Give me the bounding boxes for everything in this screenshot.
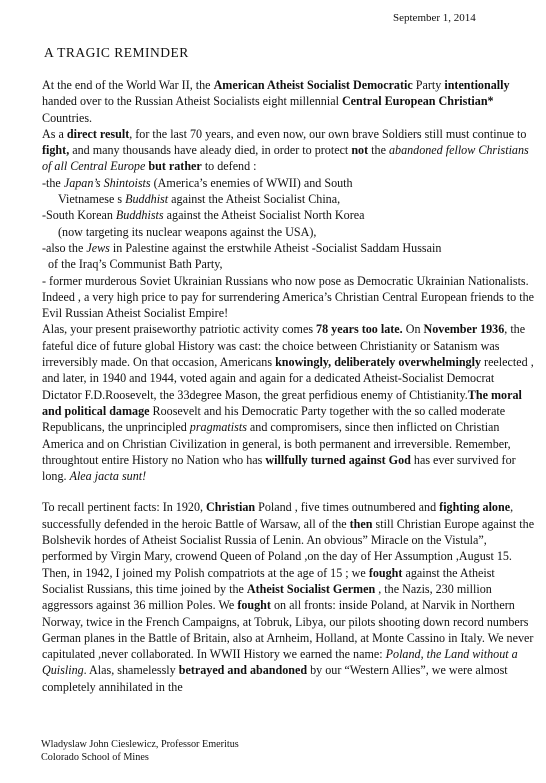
text-run: At the end of the World War II, the [42, 78, 214, 92]
text-run: Party [412, 78, 445, 92]
text-run: , for the last 70 years, and even now, our own brave Soldiers still must continue to [129, 126, 527, 141]
text-run: . Alas, shamelessly [83, 663, 179, 678]
text-run: Atheist Socialist Germen [246, 581, 376, 596]
text-run: to defend : [201, 159, 257, 174]
text-run: Alas, your present praiseworthy patriotic activity comes [42, 322, 317, 337]
paragraph-gap [42, 484, 536, 499]
text-run: reelected , and later, in 1940 and 1944, voted again and again for a dedicated Atheist-Socialist Democrat Dictator F.D.Roosevelt, the 33degree Mason, the great perfidious enemy of Chtistianity. [42, 355, 534, 402]
text-run: (now targeting its nuclear weapons against the USA), [58, 224, 317, 239]
text-run: fought [368, 565, 403, 580]
paragraph-intro [42, 77, 536, 126]
text-run: has ever survived for long. [42, 452, 516, 484]
text-run: betrayed and abandoned [178, 663, 308, 678]
text-run: intentionally [444, 78, 510, 92]
document-body [42, 77, 536, 695]
text-run: pragmatists [189, 420, 247, 435]
text-run: , the Nazis, 230 million aggressors against 36 million Poles. We [42, 581, 492, 613]
text-run: Buddhists [115, 208, 164, 223]
text-run: but rather [148, 159, 202, 174]
text-run: then [349, 516, 373, 531]
text-run: handed over to the Russian Atheist Socialists eight millennial [42, 94, 342, 109]
paragraph-direct-result [42, 126, 536, 175]
text-run: against the Atheist Socialist Russians, this time joined by the [42, 565, 495, 596]
list-item [42, 273, 536, 289]
text-run: by our “Western Allies”, we were almost completely annihilated in the [42, 663, 508, 694]
text-run: knowingly, deliberately overwhelmingly [275, 355, 482, 370]
text-run: Japan’s Shintoists [63, 175, 151, 190]
text-run: American Atheist Socialist Democratic [213, 78, 413, 92]
text-run: fighting alone [439, 500, 511, 515]
document-date: September 1, 2014 [393, 12, 476, 24]
text-run: in Palestine against the erstwhile Atheist -Socialist Saddam Hussain [109, 240, 442, 255]
signature-name: Wladyslaw John Cieslewicz, Professor Emeritus [41, 739, 239, 750]
list-item-continued [42, 191, 536, 207]
text-run: still Christian Europe against the Bolshevik hordes of Atheist Socialist Russia of Lenin. An obvious” Miracle on the Vistula”, performed by Virgin Mary, crowend Queen of Poland ,on the day of Her Assumption ,August 15. Then, in 1942, I joined my Polish compatriots at the age of 15 ; we [42, 516, 535, 580]
paragraph-high-price [42, 289, 536, 322]
text-run: not [351, 143, 369, 158]
text-run: Central European Christian* [341, 94, 494, 109]
text-run: Buddhist [125, 192, 169, 207]
list-item-continued [42, 224, 536, 240]
text-run: Vietnamese s [58, 192, 126, 207]
text-run: On [402, 322, 424, 337]
text-run: -South Korean [42, 208, 116, 223]
text-run: (America’s enemies of WWII) and South [150, 175, 353, 190]
signature-affiliation: Colorado School of Mines [41, 752, 149, 763]
text-run: The moral and political damage [42, 387, 522, 418]
list-item [42, 175, 536, 191]
paragraph-alas [42, 321, 536, 484]
text-run: Poland , five times outnumbered and [255, 500, 440, 515]
text-run: on all fronts: inside Poland, at Narvik in Northern Norway, twice in the French Campaigns, at Tobruk, Libya, our pilots shooting down record numbers German planes in the Battle of Britain, also at Arnheim, Holland, at Monte Cassino in Italy. We never capitulated ,never collaborated. In WWII History we earned the name: [42, 598, 534, 662]
list-item-continued [42, 256, 536, 272]
text-run: Poland, the Land without a Quisling [42, 647, 518, 678]
text-run: , the fateful dice of future global History was cast: the choice between Christianity or Satanism was irreversibly made. On that occasion, Americans [42, 322, 526, 370]
text-run: To recall pertinent facts: In 1920, [42, 500, 207, 515]
list-item [42, 240, 536, 256]
text-run: and compromisers, since then inflicted on Christian America and on Christian Civilization in general, is both permanent and irreversible. Remember, throughtout entire History no Nation who has [42, 420, 511, 467]
paragraph-pertinent-facts [42, 499, 536, 695]
text-run: Alea jacta sunt! [69, 469, 147, 484]
text-run: November 1936 [423, 322, 505, 337]
text-run: and many thousands have aleady died, in order to protect [69, 143, 352, 158]
text-run: against the Atheist Socialist China, [168, 192, 341, 207]
text-run: Countries. [42, 110, 93, 125]
text-run: - former murderous Soviet Ukrainian Russians who now pose as Democratic Ukrainian Nationalists. [42, 273, 529, 288]
text-run: -also the [42, 240, 87, 255]
text-run: Jews [86, 240, 110, 255]
text-run: fight, [42, 143, 70, 158]
text-run: -the [42, 175, 64, 190]
list-item [42, 207, 536, 223]
signature-block [41, 738, 239, 764]
text-run: Christian [206, 500, 256, 515]
text-run: direct result [66, 126, 130, 141]
text-run: Roosevelt and his Democratic Party together with the so called moderate Republicans, the unprincipled [42, 403, 506, 435]
text-run: of the Iraq’s Communist Bath Party, [48, 257, 223, 272]
text-run: 78 years too late. [316, 322, 403, 337]
text-run: the [368, 143, 389, 158]
text-run: abandoned fellow Christians of all Central Europe [42, 143, 529, 174]
text-run: As a [42, 126, 67, 141]
text-run: , successfully defended in the heroic Battle of Warsaw, all of the [42, 500, 514, 531]
document-title: A TRAGIC REMINDER [44, 45, 189, 60]
text-run: willfully turned against God [265, 452, 411, 467]
text-run: Indeed , a very high price to pay for surrendering America’s Christian Central European friends to the Evil Russian Atheist Socialist Empire! [42, 289, 534, 321]
text-run: fought [237, 598, 271, 613]
text-run: against the Atheist Socialist North Korea [163, 208, 365, 223]
